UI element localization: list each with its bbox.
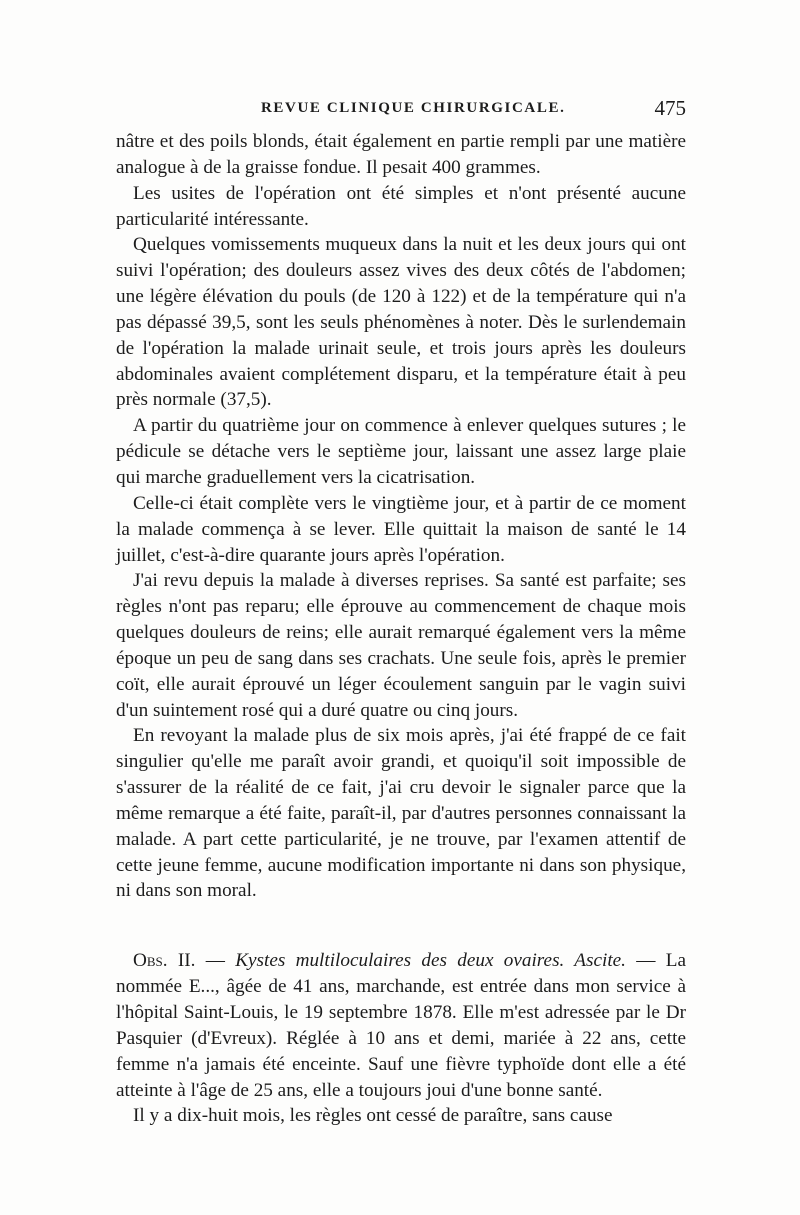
page-header	[116, 96, 686, 126]
paragraph-8: Il y a dix-huit mois, les règles ont cessé de paraître, sans cause	[133, 1105, 613, 1127]
observation-label: Obs. II. —	[133, 950, 225, 972]
page-number: 475	[654, 96, 686, 120]
observation-text: — La nommée E..., âgée de 41 ans, marchande, est entrée dans mon service à l'hôpital Saint-Louis, le 19 septembre 1878. Elle m'est adressée par le Dr Pasquier (d'Evreux). Réglée à 10 ans et demi, mariée à 22 ans, cette femme n'a jamais été enceinte. Sauf une fièvre typhoïde dont elle a été atteinte à l'âge de 25 ans, elle a toujours joui d'une bonne santé.	[116, 950, 686, 1101]
paragraph-3: Quelques vomissements muqueux dans la nuit et les deux jours qui ont suivi l'opération; des douleurs assez vives des deux côtés de l'abdomen; une légère élévation du pouls (de 120 à 122) et de la température qui n'a pas dépassé 39,5, sont les seuls phénomènes à noter. Dès le surlendemain de l'opération la malade urinait seule, et trois jours après les douleurs abdominales avaient complétement disparu, et la température était à peu près normale (37,5).	[116, 234, 686, 411]
section-gap	[116, 904, 686, 948]
paragraph-7: En revoyant la malade plus de six mois après, j'ai été frappé de ce fait singulier qu'elle me paraît avoir grandi, et quoiqu'il soit impossible de s'assurer de la réalité de ce fait, j'ai cru devoir le signaler parce que la même remarque a été faite, paraît-il, par d'autres personnes connaissant la malade. A part cette particularité, je ne trouve, par l'examen attentif de cette jeune femme, aucune modification importante ni dans son physique, ni dans son moral.	[116, 725, 686, 902]
observation-title: Kystes multiloculaires des deux ovaires. Ascite.	[235, 950, 626, 972]
running-title: REVUE CLINIQUE CHIRURGICALE.	[261, 100, 566, 116]
paragraph-1: nâtre et des poils blonds, était également en partie rempli par une matière analogue à de la graisse fondue. Il pesait 400 grammes.	[116, 131, 686, 178]
body-text	[116, 129, 686, 1129]
paragraph-2: Les usites de l'opération ont été simples et n'ont présenté aucune particularité intéressante.	[116, 182, 686, 230]
paragraph-4: A partir du quatrième jour on commence à enlever quelques sutures ; le pédicule se détache vers le septième jour, laissant une assez large plaie qui marche graduellement vers la cicatrisation.	[116, 415, 686, 488]
paragraph-6: J'ai revu depuis la malade à diverses reprises. Sa santé est parfaite; ses règles n'ont pas reparu; elle éprouve au commencement de chaque mois quelques douleurs de reins; elle aurait remarqué également vers la même époque un peu de sang dans ses crachats. Une seule fois, après le premier coït, elle aurait éprouvé un léger écoulement sanguin par le vagin suivi d'un suintement rosé qui a duré quatre ou cinq jours.	[116, 570, 686, 721]
paragraph-5: Celle-ci était complète vers le vingtième jour, et à partir de ce moment la malade commença à se lever. Elle quittait la maison de santé le 14 juillet, c'est-à-dire quarante jours après l'opération.	[116, 492, 686, 566]
observation-paragraph	[116, 948, 686, 1103]
